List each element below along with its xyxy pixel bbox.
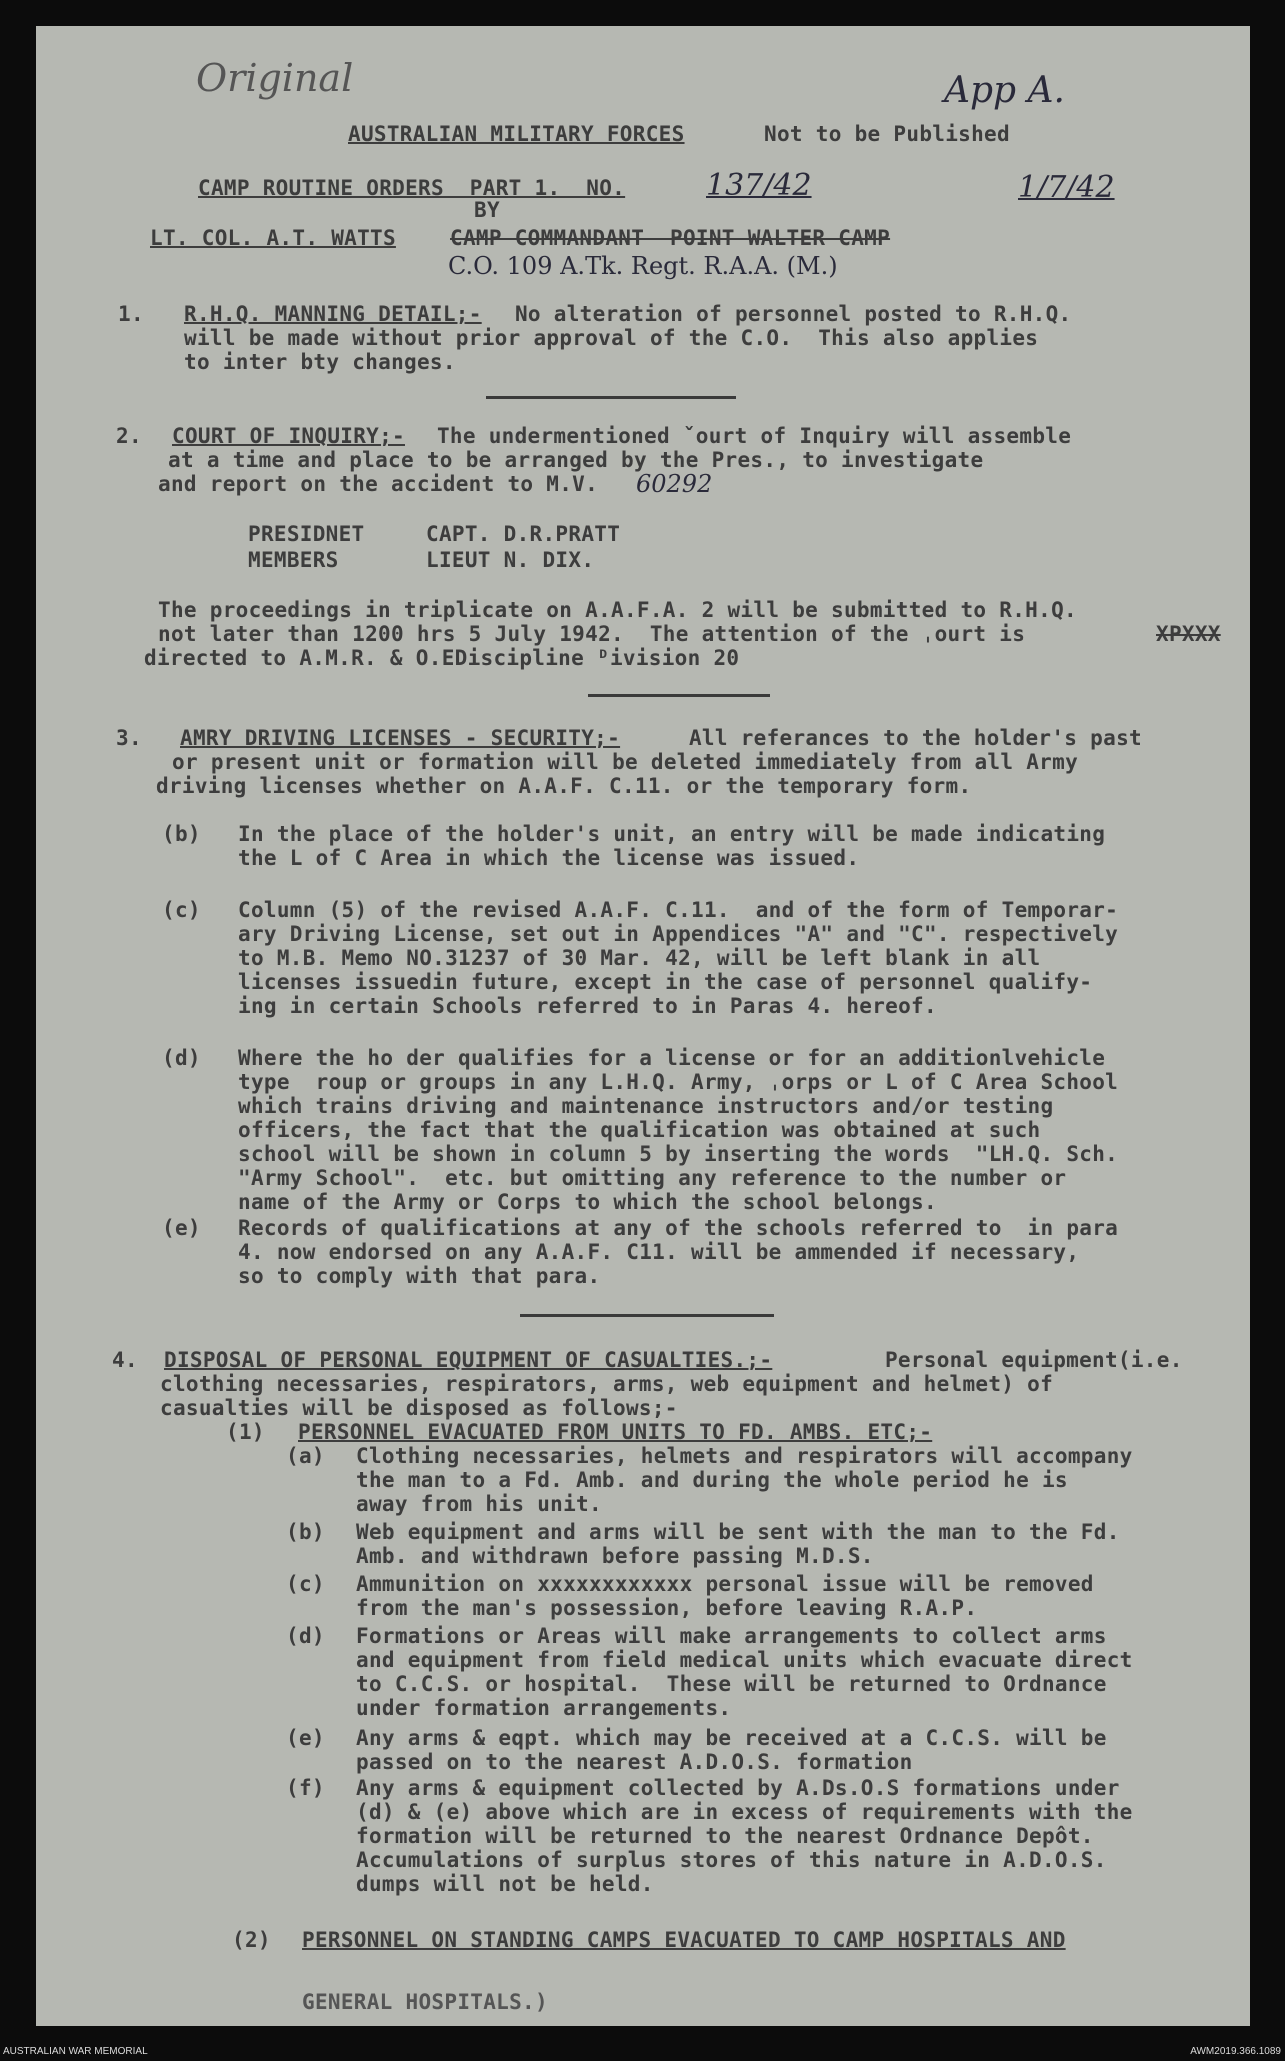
para4-item-text: Web equipment and arms will be sent with the man to the Fd. [356,1520,1120,1544]
footer-left: AUSTRALIAN WAR MEMORIAL [3,2046,148,2057]
para4-item-text: to C.C.S. or hospital. These will be returned to Ordnance [356,1672,1107,1696]
para4-item-text: formation will be returned to the nearest Ordnance Depôt. [356,1824,1094,1848]
para1-line: will be made without prior approval of the C.O. This also applies [184,326,1039,350]
para4-item-text: away from his unit. [356,1492,602,1516]
footer-right: AWM2019.366.1089 [1190,2046,1281,2057]
para4-item-text: from the man's possession, before leaving R.A.P. [356,1596,978,1620]
president-name: CAPT. D.R.PRATT [426,522,621,546]
para4-item-label: (a) [286,1444,325,1468]
para3-item-text: Where the ho der qualifies for a license or for an additionlvehicle [238,1046,1106,1070]
para3-item-text: so to comply with that para. [238,1264,601,1288]
para2-line: The proceedings in triplicate on A.A.F.A. 2 will be submitted to R.H.Q. [158,598,1077,622]
para4-sub2-heading: PERSONNEL ON STANDING CAMPS EVACUATED TO CAMP HOSPITALS AND [302,1928,1066,1952]
para4-number: 4. [112,1348,138,1372]
para3-item-text: In the place of the holder's unit, an entry will be made indicating [238,822,1106,846]
para2-line: directed to A.M.R. & O.EDiscipline ᴰivision 20 [144,646,740,670]
para2-heading: COURT OF INQUIRY;- [172,424,405,448]
para3-item-text: the L of C Area in which the license was issued. [238,846,860,870]
members-name: LIEUT N. DIX. [426,548,595,572]
para3-item-text: licenses issuedin future, except in the case of personnel qualify- [238,970,1093,994]
section-divider [520,1314,774,1317]
para3-line: driving licenses whether on A.A.F. C.11. or the temporary form. [156,774,972,798]
para3-item-text: "Army School". etc. but omitting any reference to the number or [238,1166,1067,1190]
para3-item-text: which trains driving and maintenance instructors and/or testing [238,1094,1054,1118]
para4-item-label: (f) [286,1776,325,1800]
para1-line: to inter bty changes. [184,350,456,374]
members-label: MEMBERS [248,548,339,572]
para4-item-text: Clothing necessaries, helmets and respirators will accompany [356,1444,1133,1468]
para3-item-text: Column (5) of the revised A.A.F. C.11. and of the form of Temporar- [238,898,1119,922]
para2-struck-text: XPXXX [1156,622,1221,646]
para4-item-text: Any arms & eqpt. which may be received at a C.C.S. will be [356,1726,1107,1750]
para4-item-label: (b) [286,1520,325,1544]
para4-item-text: and equipment from field medical units which evacuate direct [356,1648,1133,1672]
para3-item-text: school will be shown in column 5 by inserting the words "LH.Q. Sch. [238,1142,1119,1166]
orders-heading: CAMP ROUTINE ORDERS PART 1. NO. [198,176,626,200]
para4-sub1-label: (1) [226,1420,265,1444]
para3-item-text: Records of qualifications at any of the schools referred to in para [238,1216,1119,1240]
para4-item-text: (d) & (e) above which are in excess of requirements with the [356,1800,1133,1824]
para3-line: or present unit or formation will be deleted immediately from all Army [172,750,1079,774]
para4-item-label: (d) [286,1624,325,1648]
para4-item-text: passed on to the nearest A.D.O.S. formation [356,1750,913,1774]
para4-heading: DISPOSAL OF PERSONAL EQUIPMENT OF CASUALTIES.;- [164,1348,773,1372]
para4-sub2-label: (2) [232,1928,271,1952]
para3-item-text: to M.B. Memo NO.31237 of 30 Mar. 42, will be left blank in all [238,946,1041,970]
para4-line: Personal equipment(i.e. [872,1348,1183,1372]
para1-heading: R.H.Q. MANNING DETAIL;- [184,302,482,326]
handwritten-order-number: 137/42 [706,168,812,203]
handwritten-original: Original [196,56,354,100]
para4-item-text: Any arms & equipment collected by A.Ds.O.S formations under [356,1776,1120,1800]
section-divider [486,396,736,399]
para3-line: All referances to the holder's past [676,726,1142,750]
para4-item-text: Ammunition on xxxxxxxxxxxx personal issue will be removed [356,1572,1094,1596]
para1-line: No alteration of personnel posted to R.H.Q. [502,302,1072,326]
handwritten-date: 1/7/42 [1018,170,1115,205]
para3-item-label: (b) [162,822,201,846]
para4-item-text: the man to a Fd. Amb. and during the whole period he is [356,1468,1068,1492]
para4-item-label: (e) [286,1726,325,1750]
para3-item-text: 4. now endorsed on any A.A.F. C11. will be ammended if necessary, [238,1240,1080,1264]
para4-item-label: (c) [286,1572,325,1596]
para3-heading: AMRY DRIVING LICENSES - SECURITY;- [180,726,621,750]
para3-item-text: officers, the fact that the qualification was obtained at such [238,1118,1041,1142]
para3-number: 3. [116,726,142,750]
para3-item-text: name of the Army or Corps to which the school belongs. [238,1190,937,1214]
para3-item-label: (d) [162,1046,201,1070]
para2-line: at a time and place to be arranged by the Pres., to investigate [168,448,984,472]
handwritten-appendix-a: App A. [944,70,1065,111]
para4-item-text: Amb. and withdrawn before passing M.D.S. [356,1544,874,1568]
document-title: AUSTRALIAN MILITARY FORCES [348,122,685,146]
para4-item-text: dumps will not be held. [356,1872,654,1896]
struck-camp-commandant: CAMP COMMANDANT POINT WALTER CAMP [450,226,891,250]
para4-sub1-heading: PERSONNEL EVACUATED FROM UNITS TO FD. AMBS. ETC;- [298,1420,933,1444]
para4-item-text: Formations or Areas will make arrangements to collect arms [356,1624,1107,1648]
restriction-note: Not to be Published [764,122,1010,146]
para4-item-text: Accumulations of surplus stores of this nature in A.D.O.S. [356,1848,1107,1872]
officer-name: LT. COL. A.T. WATTS [150,226,396,250]
para4-sub2-continuation: GENERAL HOSPITALS.) [302,1990,548,2014]
para2-line: The undermentioned ˇourt of Inquiry will assemble [424,424,1072,448]
president-label: PRESIDNET [248,522,365,546]
para3-item-text: ing in certain Schools referred to in Paras 4. hereof. [238,994,937,1018]
by-label: BY [474,198,500,222]
para3-item-label: (e) [162,1216,201,1240]
handwritten-co-line: C.O. 109 A.Tk. Regt. R.A.A. (M.) [448,252,838,280]
para4-item-text: under formation arrangements. [356,1696,732,1720]
section-divider [588,694,770,697]
para3-item-text: type roup or groups in any L.H.Q. Army, ˌorps or L of C Area School [238,1070,1119,1094]
para2-line: and report on the accident to M.V. [158,472,599,496]
para3-item-text: ary Driving License, set out in Appendices "A" and "C". respectively [238,922,1119,946]
para2-line: not later than 1200 hrs 5 July 1942. The attention of the ˌourt is [158,622,1026,646]
para2-number: 2. [116,424,142,448]
para4-line: clothing necessaries, respirators, arms, web equipment and helmet) of [160,1372,1054,1396]
para1-number: 1. [118,302,144,326]
para4-line: casualties will be disposed as follows;- [160,1396,678,1420]
document-page [36,26,1250,2026]
handwritten-vehicle-number: 60292 [636,470,713,498]
para3-item-label: (c) [162,898,201,922]
